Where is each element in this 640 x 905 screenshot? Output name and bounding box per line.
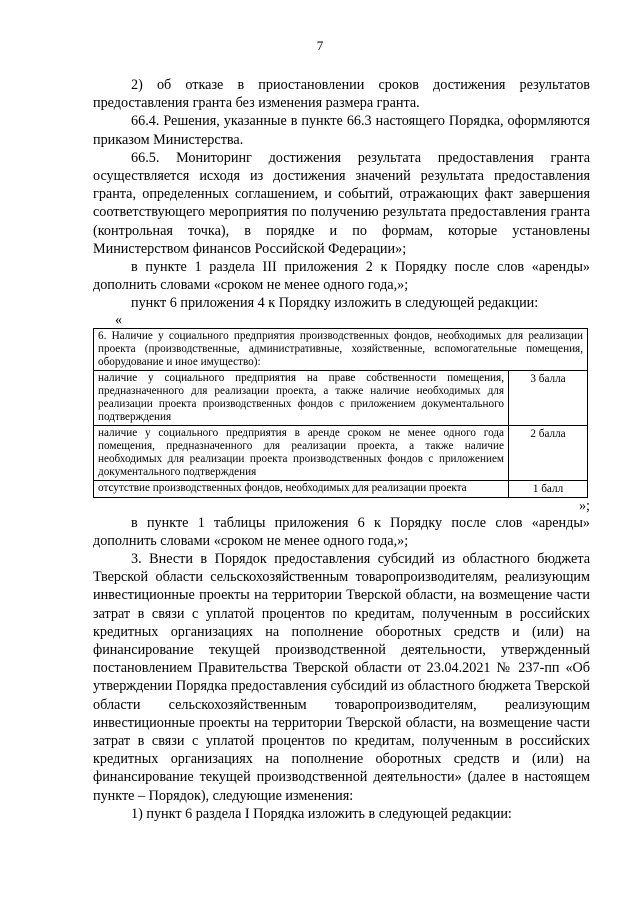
- paragraph-section-3: 3. Внести в Порядок предоставления субсидий из областного бюджета Тверской области сельскохозяйственным товаропроизводителям, реализующим инвестиционные проекты на территории Тверской области, на возмещение части затрат в связи с уплатой процентов по кредитам, полученным в российских кредитных организациях на пополнение оборотных средств и (или) на финансирование текущей производственной деятельности, утвержденный постановлением Правительства Тверской области от 23.04.2021 № 237-пп «Об утверждении Порядка предоставления субсидий из областного бюджета Тверской области сельскохозяйственным товаропроизводителям, реализующим инвестиционные проекты на территории Тверской области, на возмещение части затрат в связи с уплатой процентов по кредитам, полученным в российских кредитных организациях на пополнение оборотных средств и (или) на финансирование текущей производственной деятельности» (далее в настоящем пункте – Порядок), следующие изменения:: [93, 551, 590, 804]
- paragraph-appendix-2-amendment: в пункте 1 раздела III приложения 2 к Порядку после слов «аренды» дополнить словами «сроком не менее одного года,»;: [93, 259, 590, 294]
- table-row: [94, 370, 588, 425]
- criterion-text: наличие у социального предприятия на праве собственности помещения, предназначенного для реализации проекта, а также наличие необходимых для реализации проекта производственных фондов с приложением документального подтверждения: [94, 370, 509, 425]
- paragraph-appendix-4-intro: пункт 6 приложения 4 к Порядку изложить в следующей редакции:: [131, 295, 539, 312]
- table-header-cell: 6. Наличие у социального предприятия производственных фондов, необходимых для реализации проекта (производственные, административные, хозяйственные, вспомогательные помещения, оборудование и иное имущество):: [94, 328, 588, 370]
- criterion-text: наличие у социального предприятия в аренде сроком не менее одного года помещения, предназначенного для реализации проекта, а также наличие необходимых для реализации проекта производственных фондов с приложением документального подтверждения: [94, 425, 509, 480]
- criterion-score: 1 балл: [509, 480, 588, 497]
- quote-open-mark: «: [115, 311, 123, 328]
- quote-close-mark: »;: [578, 497, 590, 514]
- paragraph-point-1: 1) пункт 6 раздела I Порядка изложить в следующей редакции:: [131, 805, 512, 822]
- paragraph-66-4: 66.4. Решения, указанные в пункте 66.3 настоящего Порядка, оформляются приказом Министерства.: [93, 113, 590, 148]
- paragraph-66-5: 66.5. Мониторинг достижения результата предоставления гранта осуществляется исходя из достижения значений результата предоставления гранта, определенных соглашением, и событий, отражающих факт завершения соответствующего мероприятия по получению результата предоставления гранта (контрольная точка), в порядке и по формам, которые установлены Министерством финансов Российской Федерации»;: [93, 149, 590, 257]
- document-body: [93, 76, 590, 823]
- criterion-score: 2 балла: [509, 425, 588, 480]
- criterion-text: отсутствие производственных фондов, необходимых для реализации проекта: [94, 480, 509, 497]
- paragraph-refusal: 2) об отказе в приостановлении сроков достижения результатов предоставления гранта без изменения размера гранта.: [93, 77, 590, 112]
- table-row: [94, 425, 588, 480]
- paragraph-appendix-6-amendment: в пункте 1 таблицы приложения 6 к Порядку после слов «аренды» дополнить словами «сроком не менее одного года,»;: [93, 514, 590, 549]
- page-number: 7: [316, 38, 324, 53]
- table-row: [94, 480, 588, 497]
- criterion-score: 3 балла: [509, 370, 588, 425]
- table-header-row: [94, 328, 588, 370]
- criteria-table: [93, 328, 588, 498]
